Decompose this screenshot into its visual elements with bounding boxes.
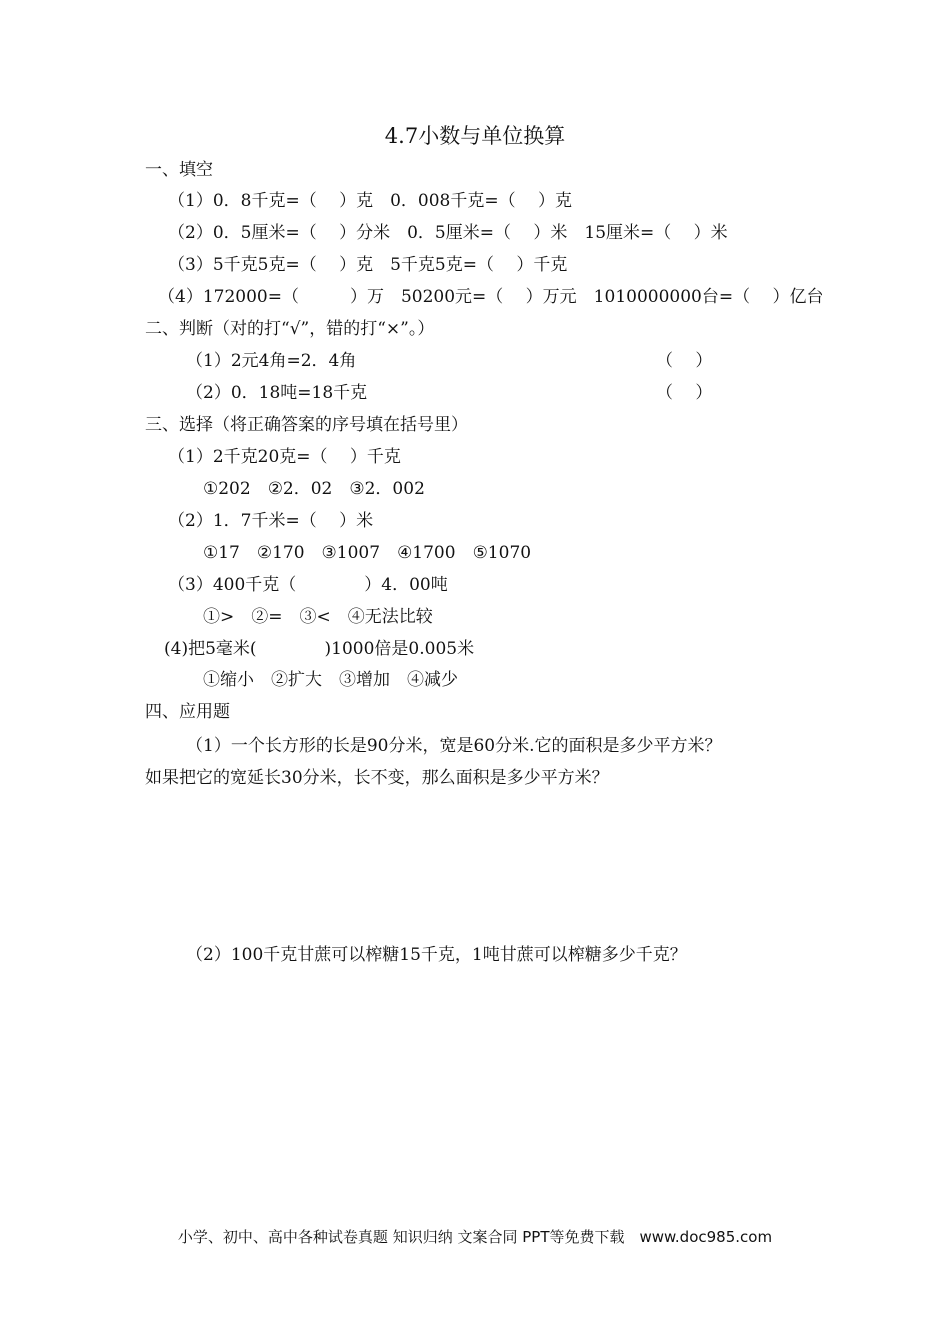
choice-question-4: (4)把5毫米( )1000倍是0.005米 [164,639,475,659]
judge-item-2: （2）0．18吨=18千克 [186,383,368,403]
choice-options-4: ①缩小 ②扩大 ③增加 ④减少 [203,670,458,690]
application-problem-1-line-1: （1）一个长方形的长是90分米，宽是60分米.它的面积是多少平方米？ [186,736,722,756]
section-heading-choice: 三、选择（将正确答案的序号填在括号里） [145,415,468,435]
fill-blank-item-2: （2）0．5厘米=（ ）分米 0．5厘米=（ ）米 15厘米=（ ）米 [168,223,728,243]
fill-blank-item-4: （4）172000=（ ）万 50200元=（ ）万元 1010000000台=（ ）亿台 [158,287,824,307]
fill-blank-item-1: （1）0．8千克=（ ）克 0．008千克=（ ）克 [168,191,573,211]
section-heading-judge: 二、判断（对的打“√”，错的打“×”。） [145,319,435,339]
judge-item-2-paren: （ ） [656,383,713,403]
section-heading-fill-blank: 一、填空 [145,160,213,180]
choice-question-1: （1）2千克20克=（ ）千克 [168,447,401,467]
application-problem-2: （2）100千克甘蔗可以榨糖15千克，1吨甘蔗可以榨糖多少千克？ [186,945,687,965]
page-title: 4.7小数与单位换算 [384,124,566,148]
application-problem-1-line-2: 如果把它的宽延长30分米，长不变，那么面积是多少平方米？ [145,768,609,788]
judge-item-1: （1）2元4角=2．4角 [186,351,357,371]
choice-question-3: （3）400千克（ ）4．00吨 [168,575,448,595]
choice-options-2: ①17 ②170 ③1007 ④1700 ⑤1070 [203,543,532,563]
fill-blank-item-3: （3）5千克5克=（ ）克 5千克5克=（ ）千克 [168,255,568,275]
judge-item-1-paren: （ ） [656,351,713,371]
choice-options-3: ①> ②= ③< ④无法比较 [203,607,433,627]
footer-note: 小学、初中、高中各种试卷真题 知识归纳 文案合同 PPT等免费下载 www.doc985.com [177,1228,773,1246]
choice-question-2: （2）1．7千米=（ ）米 [168,511,374,531]
section-heading-application: 四、应用题 [145,702,230,722]
choice-options-1: ①202 ②2．02 ③2．002 [203,479,425,499]
